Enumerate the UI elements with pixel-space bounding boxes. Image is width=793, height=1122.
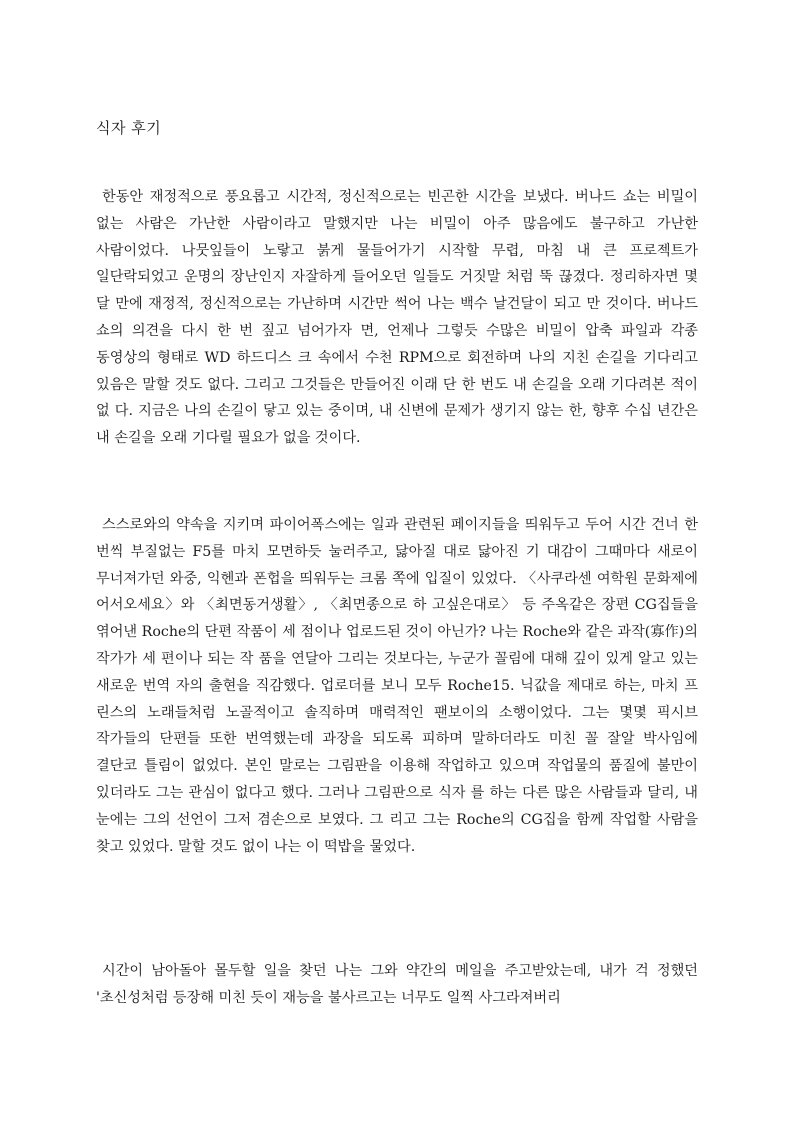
paragraph-3: 시간이 남아돌아 몰두할 일을 찾던 나는 그와 약간의 메일을 주고받았는데, 내가 걱 정했던 '초신성처럼 등장해 미친 듯이 재능을 불사르고는 너무도 일찍 사그라져버리 xyxy=(96,963,698,1006)
document-title: 식자 후기 xyxy=(96,119,162,137)
paragraph-1: 한동안 재정적으로 풍요롭고 시간적, 정신적으로는 빈곤한 시간을 보냈다. 버나드 쇼는 비밀이 없는 사람은 가난한 사람이라고 말했지만 나는 비밀이 아주 많음에도 불구하고 가난한 사람이었다. 나뭇잎들이 노랗고 붉게 물들어가기 시작할 무렵, 마침 내 큰 프로젝트가 일단락되었고 운명의 장난인지 자잘하게 들어오던 일들도 거짓말 처럼 뚝 끊겼다. 정리하자면 몇 달 만에 재정적, 정신적으로는 가난하며 시간만 썩어 나는 백수 날건달이 되고 만 것이다. 버나드 쇼의 의견을 다시 한 번 짚고 넘어가자 면, 언제나 그렇듯 수많은 비밀이 압축 파일과 각종 동영상의 형태로 WD 하드디스 크 속에서 수천 RPM으로 회전하며 나의 지친 손길을 기다리고 있음은 말할 것도 없다. 그리고 그것들은 만들어진 이래 단 한 번도 내 손길을 오래 기다려본 적이 없 다. 지금은 나의 손길이 닿고 있는 중이며, 내 신변에 문제가 생기지 않는 한, 향후 수십 년간은 내 손길을 오래 기다릴 필요가 없을 것이다. xyxy=(96,189,698,447)
paragraph-2: 스스로와의 약속을 지키며 파이어폭스에는 일과 관련된 페이지들을 띄워두고 두어 시간 건너 한 번씩 부질없는 F5를 마치 모면하듯 눌러주고, 닳아질 대로 닳아진 기 대감이 그때마다 새로이 무너져가던 와중, 익헨과 폰헙을 띄워두는 크롬 쪽에 입질이 있었다. 〈사쿠라센 여학원 문화제에 어서오세요〉와 〈최면동거생활〉, 〈최면종으로 하 고싶은대로〉 등 주옥같은 장편 CG집들을 엮어낸 Roche의 단편 작품이 세 점이나 업로드된 것이 아닌가? 나는 Roche와 같은 과작(寡作)의 작가가 세 편이나 되는 작 품을 연달아 그리는 것보다는, 누군가 꼴림에 대해 깊이 있게 알고 있는 새로운 번역 자의 출현을 직감했다. 업로더를 보니 모두 Roche15. 닉값을 제대로 하는, 마치 프 린스의 노래들처럼 노골적이고 솔직하며 매력적인 팬보이의 소행이었다. 그는 몇몇 픽시브 작가들의 단편들 또한 번역했는데 과장을 되도록 피하며 말하더라도 미친 꼴 잘알 박사임에 결단코 틀림이 없었다. 본인 말로는 그림판을 이용해 작업하고 있으며 작업물의 품질에 불만이 있더라도 그는 관심이 없다고 했다. 그러나 그림판으로 식자 를 하는 다른 많은 사람들과 달리, 내 눈에는 그의 선언이 그저 겸손으로 보였다. 그 리고 그는 Roche의 CG집을 함께 작업할 사람을 찾고 있었다. 말할 것도 없이 나는 이 떡밥을 물었다. xyxy=(96,517,698,855)
